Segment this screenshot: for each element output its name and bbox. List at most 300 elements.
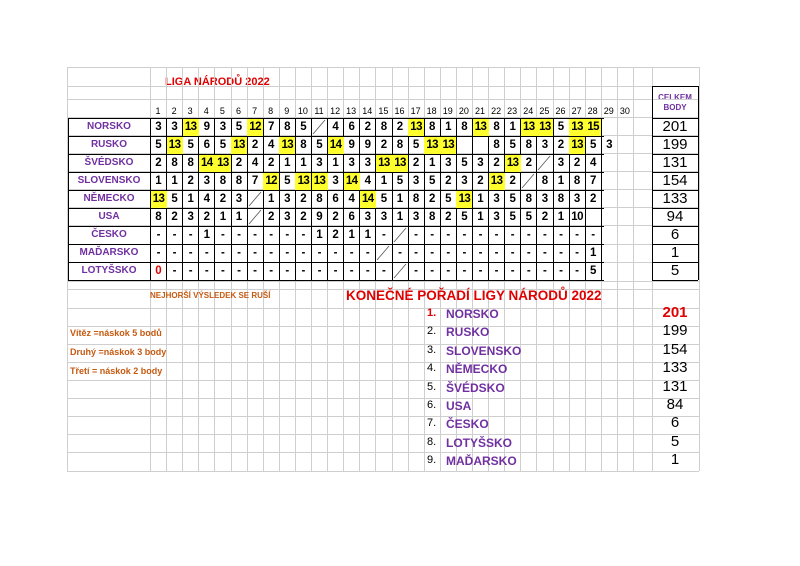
- score-cell: 13: [376, 155, 392, 172]
- score-cell: 13: [167, 137, 183, 154]
- score-cell: -: [446, 228, 451, 241]
- column-number: 10: [297, 106, 308, 116]
- score-cell: -: [301, 228, 306, 241]
- score-cell: 13: [473, 119, 489, 136]
- score-cell: 2: [267, 156, 275, 169]
- score-cell: 14: [199, 155, 215, 172]
- score-cell: -: [285, 228, 290, 241]
- column-number: 4: [203, 106, 209, 116]
- total-header-line2: BODY: [663, 103, 687, 112]
- standing-total: 84: [666, 396, 684, 413]
- score-cell: 3: [171, 120, 178, 133]
- score-cell: 2: [525, 156, 532, 169]
- score-cell: 8: [461, 120, 468, 133]
- score-cell: -: [494, 228, 499, 241]
- total-border-top: [652, 86, 698, 87]
- table-border-h: [68, 280, 604, 281]
- score-cell: 3: [235, 192, 243, 205]
- score-cell: 4: [251, 156, 259, 169]
- standing-team: NĚMECKO: [446, 362, 508, 377]
- score-cell: 3: [316, 156, 323, 169]
- score-cell: 2: [300, 210, 307, 223]
- score-cell: -: [510, 264, 515, 277]
- score-cell: -: [510, 246, 515, 259]
- total-border-v: [698, 86, 699, 280]
- score-cell: 5: [396, 174, 404, 187]
- score-cell: -: [494, 264, 499, 277]
- score-cell: 13: [489, 173, 505, 190]
- slash-mark: [537, 155, 551, 171]
- score-cell: 8: [428, 120, 436, 133]
- score-cell: -: [381, 228, 386, 241]
- column-number: 1: [155, 106, 161, 116]
- standing-rank: 9.: [427, 454, 437, 467]
- score-cell: 14: [360, 191, 376, 208]
- column-number: 30: [619, 106, 630, 116]
- slash-mark: [376, 245, 390, 261]
- slash-mark: [248, 209, 262, 225]
- score-cell: 2: [187, 174, 194, 187]
- score-cell: 3: [493, 210, 500, 223]
- score-cell: 3: [461, 174, 468, 187]
- score-cell: 9: [348, 138, 355, 151]
- score-cell: 1: [445, 120, 452, 133]
- score-cell: 2: [203, 210, 210, 223]
- score-cell: 2: [364, 120, 371, 133]
- score-cell: 5: [589, 264, 597, 277]
- score-cell: 2: [380, 138, 388, 151]
- standing-total: 199: [662, 322, 688, 340]
- score-cell: 1: [267, 192, 275, 205]
- score-cell: 4: [589, 156, 597, 169]
- score-cell: -: [510, 228, 515, 241]
- score-cell: 2: [573, 156, 581, 169]
- score-cell: -: [269, 246, 274, 259]
- note-third: Třetí = náskok 2 body: [70, 366, 163, 376]
- score-cell: -: [542, 246, 547, 259]
- slash-mark: [521, 173, 535, 189]
- score-cell: 0: [155, 264, 162, 277]
- score-cell: 1: [477, 192, 484, 205]
- standing-rank: 1.: [427, 307, 437, 319]
- score-cell: 12: [247, 119, 263, 136]
- team-total: 199: [662, 136, 688, 153]
- score-cell: -: [559, 246, 563, 259]
- score-cell: 8: [493, 120, 500, 133]
- score-cell: 1: [396, 210, 404, 223]
- score-cell: 3: [606, 138, 613, 151]
- standing-rank: 8.: [427, 435, 437, 448]
- score-cell: -: [269, 264, 274, 277]
- score-cell: 8: [412, 192, 420, 205]
- score-cell: -: [220, 228, 225, 241]
- standing-team: ŠVÉDSKO: [446, 380, 505, 395]
- standing-team: MAĎARSKO: [446, 454, 517, 469]
- column-number: 24: [523, 106, 534, 116]
- column-number: 13: [346, 106, 357, 116]
- score-cell: -: [220, 246, 225, 259]
- score-cell: 8: [155, 210, 162, 223]
- score-cell: -: [414, 264, 419, 277]
- score-cell: -: [349, 264, 354, 277]
- standing-team: LOTYŠSKO: [446, 435, 513, 450]
- slash-mark: [312, 119, 326, 135]
- score-cell: 13: [408, 119, 424, 136]
- column-number: 17: [410, 106, 421, 116]
- score-cell: 3: [541, 138, 549, 151]
- score-cell: 5: [187, 138, 194, 151]
- column-number: 29: [603, 106, 614, 116]
- score-cell: 1: [219, 210, 227, 223]
- score-cell: 6: [348, 210, 355, 223]
- score-cell: 5: [525, 210, 532, 223]
- score-cell: 9: [316, 210, 323, 223]
- gridline-h: [67, 281, 699, 282]
- gridline-h: [67, 398, 699, 399]
- score-cell: 13: [537, 119, 553, 136]
- column-number: 7: [252, 106, 258, 116]
- score-cell: 3: [155, 120, 162, 133]
- team-total: 5: [670, 262, 680, 279]
- column-number: 6: [235, 106, 241, 116]
- score-cell: -: [285, 246, 290, 259]
- score-cell: 13: [521, 119, 537, 136]
- score-cell: -: [462, 264, 467, 277]
- score-cell: 5: [171, 192, 178, 205]
- score-cell: 1: [348, 228, 355, 241]
- score-cell: -: [575, 246, 580, 259]
- score-cell: 3: [332, 174, 339, 187]
- team-name: USA: [98, 211, 120, 222]
- score-cell: -: [333, 264, 338, 277]
- score-cell: 2: [332, 210, 339, 223]
- gridline-h: [67, 67, 699, 68]
- score-cell: 13: [424, 137, 440, 154]
- score-cell: 3: [412, 210, 420, 223]
- column-number: 3: [187, 106, 193, 116]
- score-cell: -: [172, 246, 177, 259]
- score-cell: 1: [557, 174, 565, 187]
- score-cell: -: [542, 228, 547, 241]
- gridline-h: [67, 380, 699, 381]
- score-cell: -: [446, 264, 451, 277]
- score-cell: 1: [477, 210, 484, 223]
- score-cell: 6: [348, 120, 355, 133]
- score-cell: 2: [428, 192, 436, 205]
- score-cell: -: [317, 264, 322, 277]
- score-cell: -: [381, 264, 386, 277]
- score-cell: 5: [412, 138, 420, 151]
- score-cell: -: [237, 228, 241, 241]
- team-total: 94: [666, 208, 684, 225]
- score-cell: -: [220, 264, 225, 277]
- score-cell: 3: [219, 120, 227, 133]
- score-cell: 13: [312, 173, 328, 190]
- score-cell: -: [204, 246, 209, 259]
- league-title: LIGA NÁRODŮ 2022: [165, 76, 270, 88]
- gridline-h: [67, 326, 699, 327]
- score-cell: 1: [300, 156, 307, 169]
- score-cell: 1: [380, 174, 388, 187]
- column-number: 11: [314, 106, 324, 116]
- score-cell: -: [414, 246, 419, 259]
- column-number: 21: [474, 106, 485, 116]
- score-cell: -: [446, 246, 451, 259]
- score-cell: 2: [493, 156, 500, 169]
- score-cell: 8: [380, 120, 388, 133]
- gridline-h: [67, 308, 699, 309]
- score-cell: 1: [316, 228, 323, 241]
- score-cell: -: [542, 264, 547, 277]
- score-cell: [473, 137, 489, 154]
- score-cell: 5: [284, 174, 291, 187]
- standing-rank: 3.: [427, 343, 437, 356]
- score-cell: 2: [509, 174, 516, 187]
- column-number: 9: [284, 106, 290, 116]
- gridline-v: [617, 67, 618, 471]
- gridline-v: [699, 67, 700, 471]
- score-cell: 8: [541, 174, 549, 187]
- slash-mark: [248, 191, 262, 207]
- score-cell: 5: [155, 138, 162, 151]
- slash-mark: [393, 227, 407, 243]
- score-cell: -: [414, 228, 419, 241]
- score-cell: 8: [235, 174, 243, 187]
- column-number: 27: [571, 106, 582, 116]
- score-cell: -: [333, 246, 338, 259]
- score-cell: 2: [332, 228, 339, 241]
- note-winner: Vítěz =náskok 5 bodů: [70, 328, 162, 338]
- score-cell: 5: [509, 210, 516, 223]
- team-name: ČESKO: [91, 229, 127, 240]
- column-number: 25: [539, 106, 550, 116]
- score-cell: -: [237, 246, 241, 259]
- score-cell: -: [430, 228, 435, 241]
- total-header: [652, 93, 698, 113]
- score-cell: -: [253, 246, 258, 259]
- score-cell: 13: [295, 173, 311, 190]
- score-cell: -: [188, 264, 193, 277]
- team-name: ŠVÉDSKO: [84, 157, 134, 168]
- score-cell: 2: [155, 156, 162, 169]
- column-number: 26: [555, 106, 566, 116]
- score-cell: 13: [569, 119, 585, 136]
- standing-rank: 4.: [427, 362, 437, 375]
- score-cell: -: [204, 264, 209, 277]
- score-cell: 13: [231, 137, 247, 154]
- column-number: 18: [426, 106, 437, 116]
- score-cell: -: [591, 228, 596, 241]
- score-cell: 3: [187, 210, 194, 223]
- score-cell: -: [462, 228, 467, 241]
- score-cell: -: [365, 246, 370, 259]
- standing-total: 5: [670, 432, 680, 450]
- score-cell: 2: [251, 138, 259, 151]
- score-cell: 8: [284, 120, 291, 133]
- score-cell: -: [253, 228, 258, 241]
- score-cell: 4: [332, 120, 339, 133]
- standing-rank: 5.: [427, 380, 437, 393]
- score-cell: 13: [392, 155, 408, 172]
- score-cell: -: [237, 264, 241, 277]
- team-total: 133: [662, 190, 688, 207]
- score-cell: 13: [440, 137, 456, 154]
- score-cell: 2: [589, 192, 597, 205]
- score-cell: 3: [541, 192, 549, 205]
- score-cell: 8: [525, 192, 532, 205]
- standing-total: 133: [662, 359, 688, 377]
- score-cell: -: [285, 264, 290, 277]
- score-cell: 2: [396, 120, 404, 133]
- score-cell: -: [526, 246, 531, 259]
- score-cell: 8: [493, 138, 500, 151]
- score-cell: -: [430, 264, 435, 277]
- score-cell: 8: [525, 138, 532, 151]
- score-cell: -: [462, 246, 467, 259]
- score-cell: [456, 137, 472, 154]
- score-cell: 13: [151, 191, 167, 208]
- column-number: 14: [362, 106, 373, 116]
- score-cell: 5: [509, 138, 516, 151]
- score-cell: 4: [348, 192, 355, 205]
- score-cell: 7: [589, 174, 597, 187]
- score-cell: 3: [477, 156, 484, 169]
- standing-total: 1: [670, 451, 680, 469]
- score-cell: 1: [364, 228, 371, 241]
- gridline-v: [633, 67, 634, 471]
- team-total: 1: [670, 244, 680, 261]
- score-cell: -: [349, 246, 354, 259]
- gridline-h: [67, 344, 699, 345]
- team-name: SLOVENSKO: [77, 175, 141, 186]
- score-cell: 3: [557, 156, 565, 169]
- score-cell: 8: [428, 210, 436, 223]
- score-cell: 5: [316, 138, 323, 151]
- score-cell: -: [478, 228, 483, 241]
- score-cell: 5: [428, 174, 436, 187]
- standing-total: 201: [662, 304, 688, 321]
- score-cell: 1: [557, 210, 565, 223]
- score-cell: 8: [187, 156, 194, 169]
- team-name: NORSKO: [87, 121, 131, 132]
- score-cell: 3: [284, 192, 291, 205]
- gridline-h: [67, 99, 699, 100]
- score-cell: 4: [267, 138, 275, 151]
- column-number: 8: [268, 106, 274, 116]
- column-number: 12: [330, 106, 341, 116]
- score-cell: 2: [235, 156, 243, 169]
- score-cell: 5: [509, 192, 516, 205]
- team-total: 201: [662, 118, 688, 135]
- score-cell: 3: [445, 156, 452, 169]
- score-cell: -: [172, 264, 177, 277]
- total-border-h: [652, 280, 698, 281]
- score-cell: 2: [445, 210, 452, 223]
- column-number: 15: [378, 106, 389, 116]
- score-cell: -: [398, 246, 402, 259]
- score-cell: 1: [171, 174, 178, 187]
- score-cell: 4: [364, 174, 371, 187]
- score-cell: 3: [380, 210, 388, 223]
- team-total: 6: [670, 226, 680, 243]
- score-cell: -: [253, 264, 258, 277]
- score-cell: 3: [364, 210, 371, 223]
- score-cell: -: [478, 246, 483, 259]
- score-cell: 6: [332, 192, 339, 205]
- standing-rank: 2.: [427, 325, 437, 338]
- score-cell: 1: [235, 210, 243, 223]
- standing-total: 154: [662, 340, 688, 358]
- score-cell: 3: [348, 156, 355, 169]
- score-cell: 8: [300, 138, 307, 151]
- standing-team: RUSKO: [446, 325, 490, 340]
- score-cell: 5: [235, 120, 243, 133]
- standing-rank: 7.: [427, 417, 437, 430]
- column-number: 5: [219, 106, 225, 116]
- score-cell: -: [478, 264, 483, 277]
- score-cell: 5: [589, 138, 597, 151]
- score-cell: 7: [267, 120, 275, 133]
- score-cell: 5: [300, 120, 307, 133]
- score-cell: 7: [251, 174, 259, 187]
- score-cell: 2: [219, 192, 227, 205]
- standing-team: ČESKO: [446, 417, 489, 432]
- score-cell: -: [301, 264, 306, 277]
- score-cell: 2: [267, 210, 275, 223]
- worst-result-note: NEJHORŠÍ VÝSLEDEK SE RUŠÍ: [150, 291, 271, 300]
- score-cell: 5: [445, 192, 452, 205]
- score-cell: 2: [412, 156, 420, 169]
- gridline-h: [67, 452, 699, 453]
- score-cell: 2: [300, 192, 307, 205]
- score-cell: -: [317, 246, 322, 259]
- score-cell: 1: [332, 156, 339, 169]
- score-cell: 2: [477, 174, 484, 187]
- score-cell: 13: [215, 155, 231, 172]
- score-cell: 3: [493, 192, 500, 205]
- score-cell: 10: [571, 210, 583, 223]
- empty-match-slash: [393, 263, 407, 284]
- standing-total: 6: [670, 414, 680, 432]
- score-cell: -: [526, 264, 531, 277]
- column-number: 16: [394, 106, 405, 116]
- score-cell: -: [559, 228, 563, 241]
- score-cell: 8: [316, 192, 323, 205]
- team-name: MAĎARSKO: [79, 247, 139, 258]
- team-total: 131: [662, 154, 688, 171]
- team-total: 154: [662, 172, 688, 189]
- gridline-h: [67, 434, 699, 435]
- gridline-h: [67, 416, 699, 417]
- score-cell: 1: [187, 192, 194, 205]
- score-cell: -: [172, 228, 177, 241]
- score-cell: 3: [284, 210, 291, 223]
- score-cell: 2: [171, 210, 178, 223]
- score-cell: 9: [364, 138, 371, 151]
- note-second: Druhý =náskok 3 body: [70, 347, 167, 357]
- gridline-h: [67, 362, 699, 363]
- score-cell: 5: [380, 192, 388, 205]
- score-cell: -: [156, 246, 161, 259]
- score-cell: 1: [396, 192, 404, 205]
- score-cell: 13: [505, 155, 521, 172]
- standing-total: 131: [662, 377, 688, 395]
- score-cell: 2: [541, 210, 549, 223]
- score-cell: -: [559, 264, 563, 277]
- score-cell: 8: [171, 156, 178, 169]
- score-cell: 1: [284, 156, 291, 169]
- score-cell: 4: [203, 192, 210, 205]
